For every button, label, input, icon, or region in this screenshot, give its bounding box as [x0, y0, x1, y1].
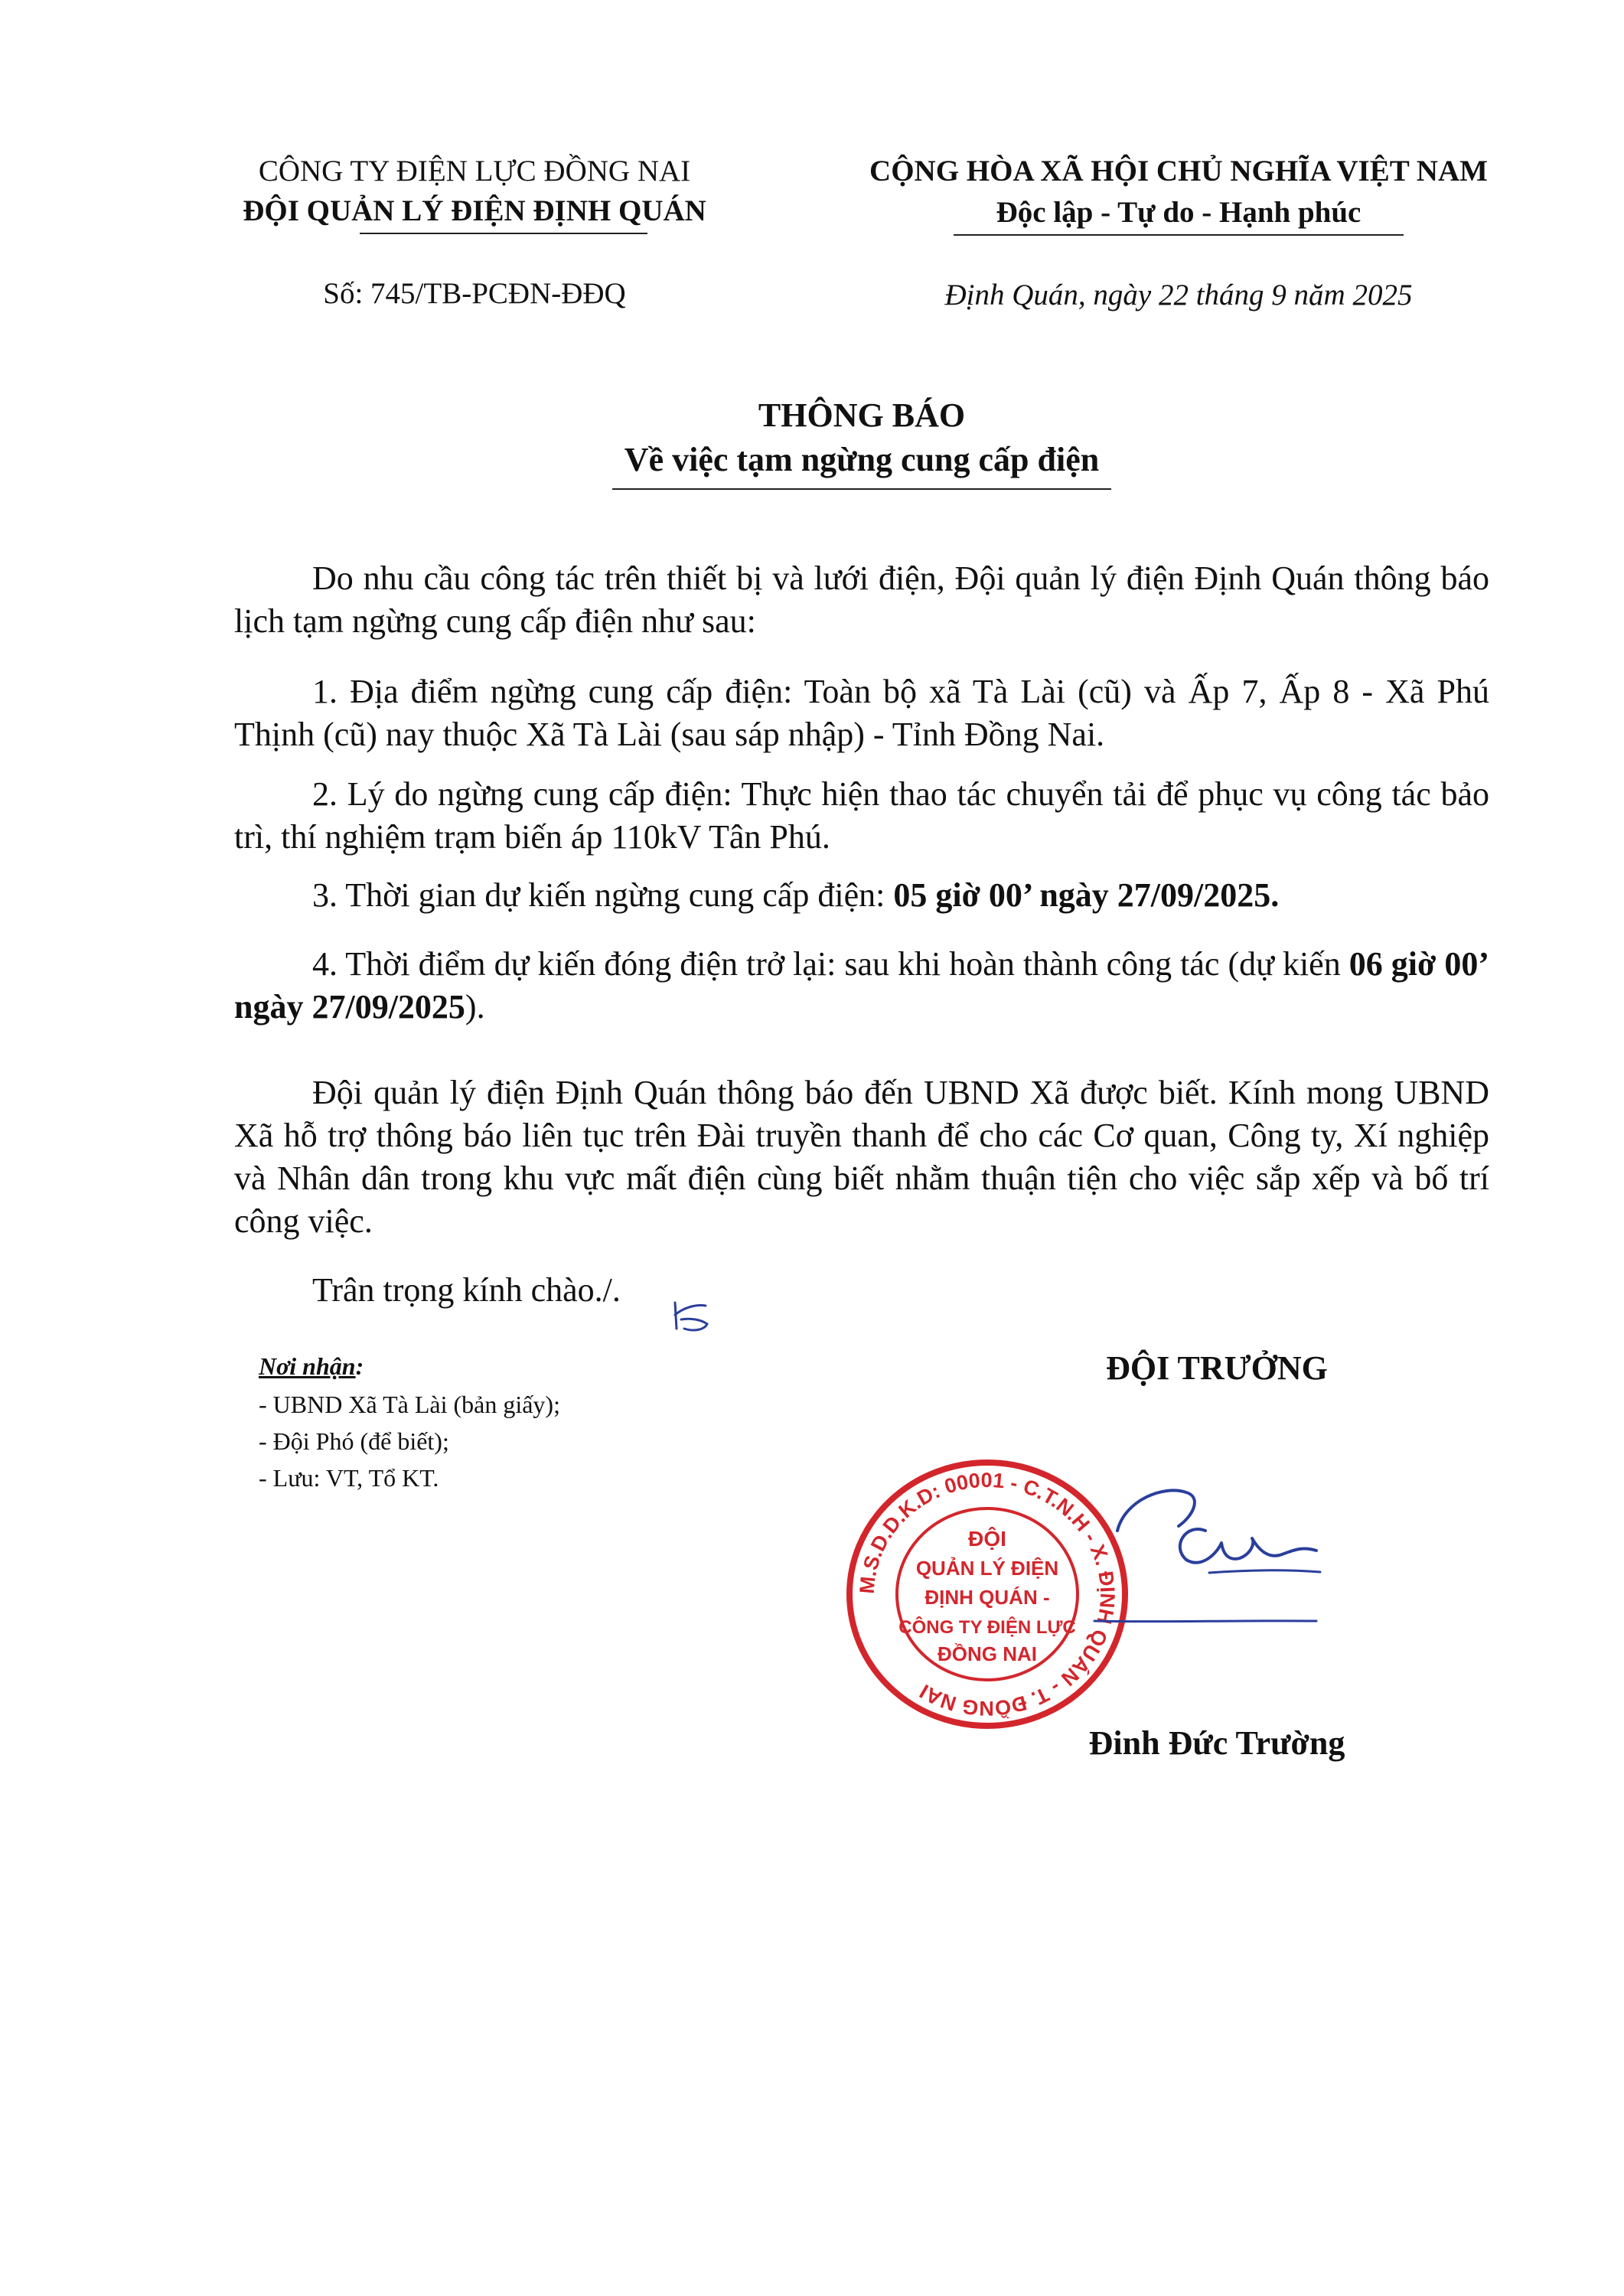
intro-paragraph: Do nhu cầu công tác trên thiết bị và lưới điện, Đội quản lý điện Định Quán thông báo lịch tạm ngừng cung cấp điện như sau: — [234, 559, 1489, 640]
recipient-item: - Lưu: VT, Tổ KT. — [259, 1464, 439, 1492]
stamp-line: ĐỒNG NAI — [938, 1642, 1037, 1665]
org-parent: CÔNG TY ĐIỆN LỰC ĐỒNG NAI — [258, 155, 691, 188]
item-restore-time-suffix: ). — [465, 988, 485, 1026]
greeting: Trân trọng kính chào./. — [312, 1271, 621, 1309]
stamp-line: CÔNG TY ĐIỆN LỰC — [898, 1617, 1076, 1638]
recipients-label — [259, 1347, 364, 1385]
motto-underline — [954, 234, 1404, 236]
document-number: Số: 745/TB-PCĐN-ĐĐQ — [323, 277, 626, 310]
closing-paragraph: Đội quản lý điện Định Quán thông báo đến UBND Xã được biết. Kính mong UBND Xã hỗ trợ thông báo liên tục trên Đài truyền thanh để cho các Cơ quan, Công ty, Xí nghiệp và Nhân dân trong khu vực mất điện cùng biết nhằm thuận tiện cho việc sắp xếp và bố trí công việc. — [234, 1074, 1489, 1240]
stamp-line: ĐỊNH QUÁN - — [925, 1586, 1050, 1609]
signer-name: Đinh Đức Trường — [1088, 1724, 1345, 1762]
document-title: THÔNG BÁO — [758, 396, 966, 434]
org-unit: ĐỘI QUẢN LÝ ĐIỆN ĐỊNH QUÁN — [243, 194, 706, 227]
item-outage-time — [234, 874, 1489, 917]
subject-underline — [612, 488, 1111, 490]
item-location: 1. Địa điểm ngừng cung cấp điện: Toàn bộ xã Tà Lài (cũ) và Ấp 7, Ấp 8 - Xã Phú Thịnh (cũ) nay thuộc Xã Tà Lài (sau sáp nhập) - Tỉnh Đồng Nai. — [234, 673, 1489, 753]
item-restore-time — [234, 943, 1489, 1029]
recipient-item: - Đội Phó (để biết); — [259, 1427, 449, 1455]
item-outage-time-value: 05 giờ 00’ ngày 27/09/2025. — [893, 876, 1280, 914]
place-date: Định Quán, ngày 22 tháng 9 năm 2025 — [944, 279, 1413, 311]
national-motto: Độc lập - Tự do - Hạnh phúc — [996, 196, 1361, 229]
recipients-label-colon: : — [355, 1352, 364, 1380]
stamp-line: ĐỘI — [968, 1527, 1006, 1551]
org-unit-underline — [360, 233, 647, 234]
stamp-ring-text: M.S.D.D.K.D: 00001 - C.T.N.H - X. ĐỊNH QUÁN - T. ĐỒNG NAI — [855, 1468, 1120, 1720]
handwritten-signature — [1071, 1469, 1324, 1645]
handwritten-initial-mark — [670, 1300, 716, 1335]
nation-name: CỘNG HÒA XÃ HỘI CHỦ NGHĨA VIỆT NAM — [869, 155, 1488, 188]
signer-title: ĐỘI TRƯỞNG — [1106, 1349, 1328, 1387]
stamp-line: QUẢN LÝ ĐIỆN — [915, 1557, 1059, 1580]
recipient-item: - UBND Xã Tà Lài (bản giấy); — [259, 1391, 560, 1418]
item-restore-time-label: 4. Thời điểm dự kiến đóng điện trở lại: sau khi hoàn thành công tác (dự kiến — [312, 945, 1349, 983]
document-subject: Về việc tạm ngừng cung cấp điện — [624, 441, 1100, 478]
item-restore-time-value: 06 giờ 00’ ngày 27/09/2025 — [234, 945, 1490, 1026]
item-reason: 2. Lý do ngừng cung cấp điện: Thực hiện thao tác chuyển tải để phục vụ công tác bảo trì, thí nghiệm trạm biến áp 110kV Tân Phú. — [234, 775, 1489, 856]
item-outage-time-label: 3. Thời gian dự kiến ngừng cung cấp điện: — [312, 876, 894, 914]
recipients-label-text: Nơi nhận — [259, 1352, 356, 1380]
